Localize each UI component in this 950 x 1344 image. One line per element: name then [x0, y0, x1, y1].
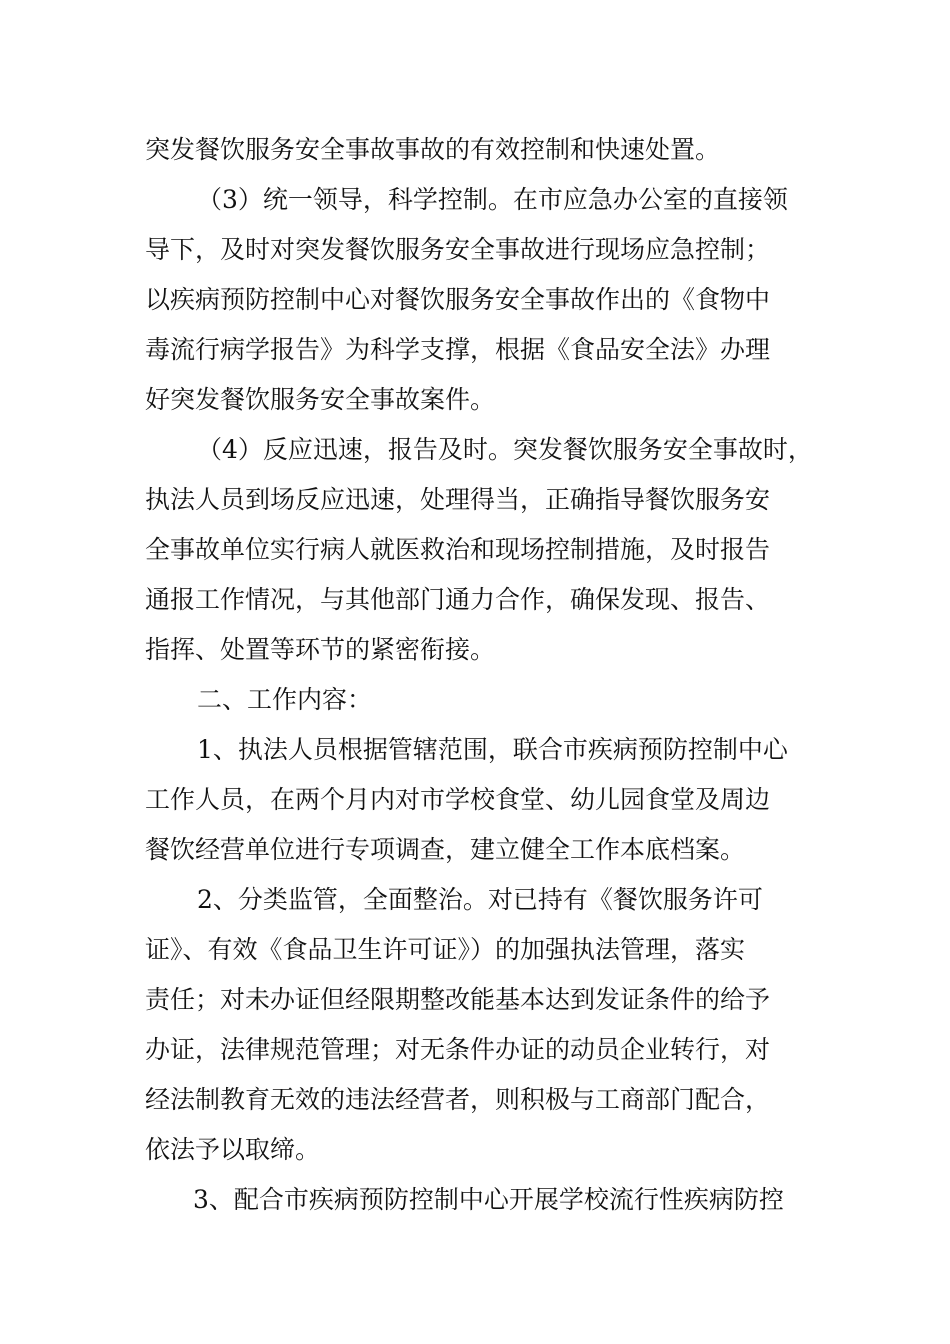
text-line: 通报工作情况，与其他部门通力合作，确保发现、报告、: [145, 585, 771, 614]
text-line: 依法予以取缔。: [145, 1135, 321, 1164]
text-line: 3、配合市疾病预防控制中心开展学校流行性疾病防控: [193, 1185, 784, 1214]
section-heading: 二、工作内容：: [197, 685, 373, 714]
text-line: 执法人员到场反应迅速，处理得当，正确指导餐饮服务安: [145, 485, 771, 514]
text-line: 经法制教育无效的违法经营者，则积极与工商部门配合，: [145, 1085, 771, 1114]
text-line: 工作人员，在两个月内对市学校食堂、幼儿园食堂及周边: [145, 785, 771, 814]
text-line: 毒流行病学报告》为科学支撑，根据《食品安全法》办理: [145, 335, 771, 364]
text-line: 以疾病预防控制中心对餐饮服务安全事故作出的《食物中: [145, 285, 771, 314]
text-line: （3）统一领导，科学控制。在市应急办公室的直接领: [197, 185, 788, 214]
text-line: 全事故单位实行病人就医救治和现场控制措施，及时报告: [145, 535, 771, 564]
text-line: 责任；对未办证但经限期整改能基本达到发证条件的给予: [145, 985, 771, 1014]
text-line: （4）反应迅速，报告及时。突发餐饮服务安全事故时，: [197, 435, 813, 464]
text-line: 突发餐饮服务安全事故事故的有效控制和快速处置。: [145, 135, 721, 164]
text-line: 餐饮经营单位进行专项调查，建立健全工作本底档案。: [145, 835, 746, 864]
text-line: 指挥、处置等环节的紧密衔接。: [145, 635, 496, 664]
text-line: 证》、有效《食品卫生许可证》）的加强执法管理，落实: [145, 935, 746, 964]
text-line: 1、执法人员根据管辖范围，联合市疾病预防控制中心: [197, 735, 788, 764]
text-line: 导下，及时对突发餐饮服务安全事故进行现场应急控制；: [145, 235, 771, 264]
text-line: 好突发餐饮服务安全事故案件。: [145, 385, 496, 414]
text-line: 2、分类监管，全面整治。对已持有《餐饮服务许可: [197, 885, 763, 914]
text-line: 办证，法律规范管理；对无条件办证的动员企业转行，对: [145, 1035, 771, 1064]
